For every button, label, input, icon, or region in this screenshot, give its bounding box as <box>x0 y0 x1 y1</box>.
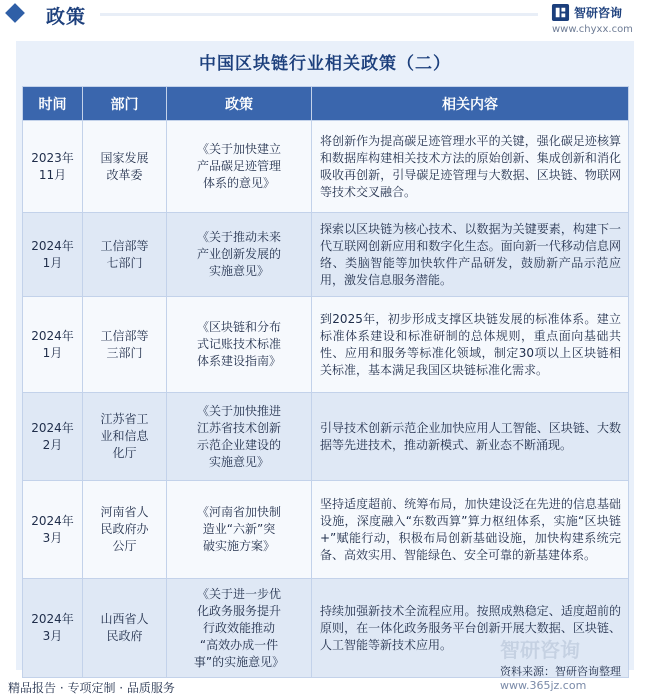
cell-content: 探索以区块链为核心技术、以数据为关键要素，构建下一代互联网创新应用和数字化生态。面向新一代移动信息网络、类脑智能等加快软件产品研发，鼓励新产品示范应用，激发信息服务潜能。 <box>312 213 629 297</box>
policy-table <box>22 86 629 678</box>
column-header-dept: 部门 <box>83 87 167 121</box>
table-row <box>23 121 629 213</box>
cell-time: 2024年 1月 <box>23 213 83 297</box>
brand-logo-icon <box>551 3 570 22</box>
cell-time: 2024年 2月 <box>23 393 83 481</box>
column-header-time: 时间 <box>23 87 83 121</box>
table-title: 中国区块链行业相关政策（二） <box>199 54 451 74</box>
column-header-policy: 政策 <box>167 87 312 121</box>
cell-dept: 工信部等 七部门 <box>83 213 167 297</box>
cell-content: 到2025年，初步形成支撑区块链发展的标准体系。建立标准体系建设和标准研制的总体规则，重点面向基础共性、应用和服务等标准化领域，制定30项以上区块链相关标准，基本满足我国区块链标准化需求。 <box>312 297 629 393</box>
cell-dept: 山西省人 民政府 <box>83 579 167 678</box>
cell-content: 持续加强新技术全流程应用。按照成熟稳定、适度超前的原则，在一体化政务服务平台创新开展大数据、区块链、人工智能等新技术应用。 <box>312 579 629 678</box>
footer-bar <box>0 676 648 696</box>
brand-name: 智研咨询 <box>574 6 623 20</box>
cell-policy: 《关于加快建立 产品碳足迹管理 体系的意见》 <box>167 121 312 213</box>
footer-slogan: 精品报告 · 专项定制 · 品质服务 <box>8 681 175 695</box>
cell-content: 引导技术创新示范企业加快应用人工智能、区块链、大数据等先进技术，推动新模式、新业态不断涌现。 <box>312 393 629 481</box>
table-row <box>23 297 629 393</box>
cell-dept: 江苏省工 业和信息 化厅 <box>83 393 167 481</box>
cell-policy: 《河南省加快制 造业“六新”突 破实施方案》 <box>167 481 312 579</box>
cell-content: 将创新作为提高碳足迹管理水平的关键，强化碳足迹核算和数据库构建相关技术方法的原始创新、集成创新和消化吸收再创新，引导碳足迹管理与大数据、区块链、物联网等技术交叉融合。 <box>312 121 629 213</box>
section-diamond-icon <box>5 3 25 23</box>
table-row <box>23 481 629 579</box>
cell-dept: 国家发展 改革委 <box>83 121 167 213</box>
cell-policy: 《关于加快推进 江苏省技术创新 示范企业建设的 实施意见》 <box>167 393 312 481</box>
source-text: 资料来源：智研咨询整理 <box>500 665 621 678</box>
cell-dept: 河南省人 民政府办 公厅 <box>83 481 167 579</box>
header-divider <box>100 13 538 16</box>
watermark-url: www.365jz.com <box>500 679 587 692</box>
cell-policy: 《关于推动未来 产业创新发展的 实施意见》 <box>167 213 312 297</box>
cell-content: 坚持适度超前、统筹布局，加快建设泛在先进的信息基础设施，深度融入“东数西算”算力枢纽体系，实施“区块链+”赋能行动，积极布局创新基础设施，加快构建系统完备、高效实用、智能绿色、安全可靠的新基建体系。 <box>312 481 629 579</box>
cell-policy: 《区块链和分布 式记账技术标准 体系建设指南》 <box>167 297 312 393</box>
column-header-content: 相关内容 <box>312 87 629 121</box>
brand-url: www.chyxx.com <box>552 24 633 35</box>
table-row <box>23 213 629 297</box>
table-header-row <box>23 87 629 121</box>
table-row <box>23 393 629 481</box>
cell-time: 2023年 11月 <box>23 121 83 213</box>
cell-time: 2024年 3月 <box>23 579 83 678</box>
section-title: 政策 <box>46 6 87 28</box>
top-bar <box>0 0 648 28</box>
cell-time: 2024年 3月 <box>23 481 83 579</box>
policy-table-panel <box>16 41 634 670</box>
cell-dept: 工信部等 三部门 <box>83 297 167 393</box>
cell-time: 2024年 1月 <box>23 297 83 393</box>
watermark-logo: 智研咨询 <box>500 638 580 662</box>
cell-policy: 《关于进一步优 化政务服务提升 行政效能推动 “高效办成一件 事”的实施意见》 <box>167 579 312 678</box>
